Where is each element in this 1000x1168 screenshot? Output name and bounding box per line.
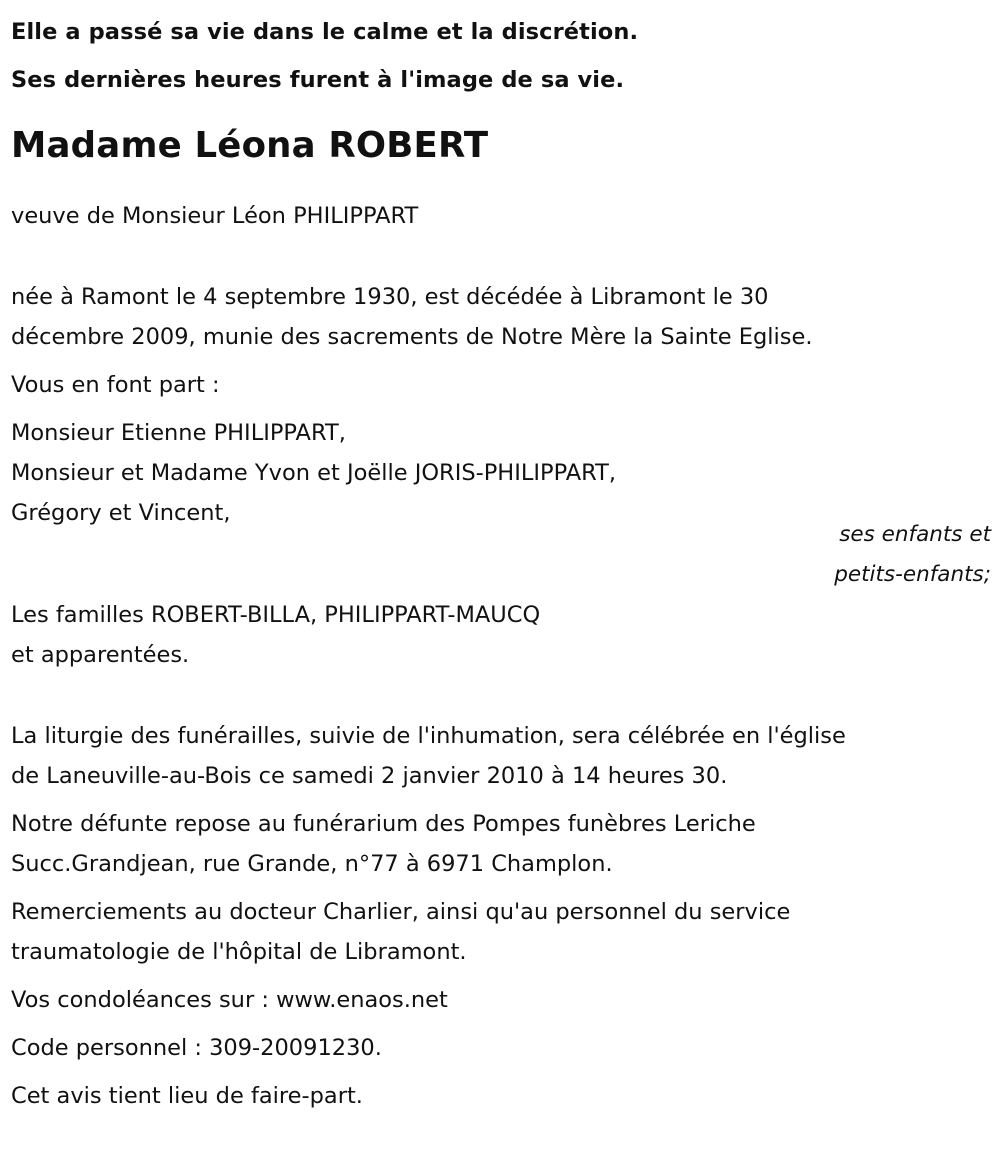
rest-line-2: Succ.Grandjean, rue Grande, n°77 à 6971 Champlon. — [11, 851, 613, 877]
liturgy-paragraph — [11, 716, 991, 796]
thanks-paragraph — [11, 892, 991, 972]
thanks-line-1: Remerciements au docteur Charlier, ainsi qu'au personnel du service — [11, 899, 791, 925]
thanks-line-2: traumatologie de l'hôpital de Libramont. — [11, 939, 467, 965]
obituary-notice — [11, 8, 991, 1116]
condolences-line: Vos condoléances sur : www.enaos.net — [11, 987, 448, 1013]
intro-line-2: Ses dernières heures furent à l'image de sa vie. — [11, 67, 625, 93]
family-member-1: Monsieur Etienne PHILIPPART, — [11, 420, 346, 446]
relation-line-1: ses enfants et — [839, 522, 991, 547]
deceased-name: Madame Léona ROBERT — [11, 125, 489, 166]
other-families — [11, 595, 991, 675]
rest-line-1: Notre défunte repose au funérarium des Pompes funèbres Leriche — [11, 811, 756, 837]
family-member-2: Monsieur et Madame Yvon et Joëlle JORIS-PHILIPPART, — [11, 460, 617, 486]
birth-death-line-2: décembre 2009, munie des sacrements de Notre Mère la Sainte Eglise. — [11, 324, 813, 350]
personal-code-line: Code personnel : 309-20091230. — [11, 1035, 382, 1061]
rest-paragraph — [11, 804, 991, 884]
notice-line: Cet avis tient lieu de faire-part. — [11, 1083, 363, 1109]
birth-death-paragraph — [11, 277, 991, 357]
announcement-intro: Vous en font part : — [11, 372, 220, 398]
birth-death-line-1: née à Ramont le 4 septembre 1930, est décédée à Libramont le 30 — [11, 284, 769, 310]
liturgy-line-2: de Laneuville-au-Bois ce samedi 2 janvier 2010 à 14 heures 30. — [11, 763, 728, 789]
intro-line-1: Elle a passé sa vie dans le calme et la discrétion. — [11, 19, 639, 45]
other-families-line-1: Les familles ROBERT-BILLA, PHILIPPART-MAUCQ — [11, 602, 541, 628]
family-member-3: Grégory et Vincent, — [11, 500, 231, 526]
widow-of-line: veuve de Monsieur Léon PHILIPPART — [11, 203, 419, 229]
relation-line-2: petits-enfants; — [834, 562, 991, 587]
other-families-line-2: et apparentées. — [11, 642, 190, 668]
liturgy-line-1: La liturgie des funérailles, suivie de l'inhumation, sera célébrée en l'église — [11, 723, 846, 749]
